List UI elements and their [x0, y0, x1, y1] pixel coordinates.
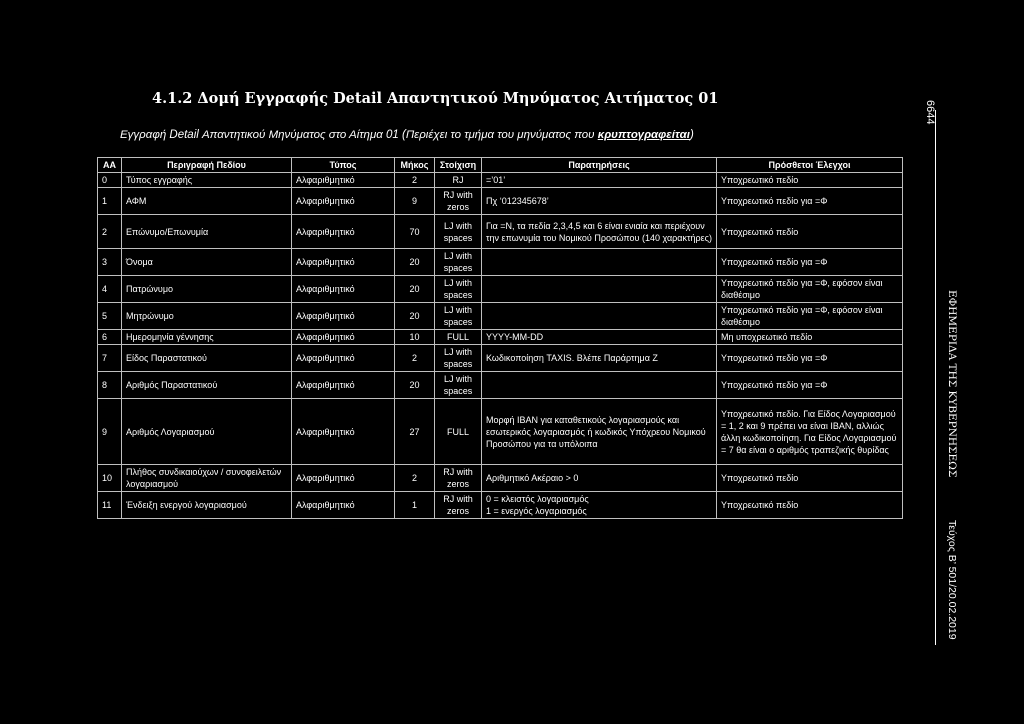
cell-checks: Υποχρεωτικό πεδίο για =Φ [717, 345, 903, 372]
table-row [98, 303, 903, 330]
table-row [98, 249, 903, 276]
field-spec-table [97, 157, 903, 519]
table-row [98, 276, 903, 303]
cell-alignment: LJ with spaces [435, 372, 482, 399]
cell-type: Αλφαριθμητικό [292, 465, 395, 492]
header-checks: Πρόσθετοι Έλεγχοι [717, 158, 903, 173]
cell-description: Όνομα [122, 249, 292, 276]
cell-notes [482, 249, 717, 276]
cell-notes [482, 303, 717, 330]
cell-notes: YYYY-MM-DD [482, 330, 717, 345]
table-body [98, 173, 903, 519]
cell-description: Αριθμός Παραστατικού [122, 372, 292, 399]
cell-length: 1 [395, 492, 435, 519]
cell-description: ΑΦΜ [122, 188, 292, 215]
cell-description: Επώνυμο/Επωνυμία [122, 215, 292, 249]
cell-aa: 5 [98, 303, 122, 330]
table-row [98, 465, 903, 492]
cell-type: Αλφαριθμητικό [292, 492, 395, 519]
cell-notes: Πχ ‘012345678’ [482, 188, 717, 215]
cell-length: 20 [395, 303, 435, 330]
cell-aa: 2 [98, 215, 122, 249]
cell-description: Πλήθος συνδικαιούχων / συνοφειλετών λογαριασμού [122, 465, 292, 492]
cell-length: 20 [395, 249, 435, 276]
cell-notes [482, 276, 717, 303]
cell-type: Αλφαριθμητικό [292, 188, 395, 215]
cell-aa: 1 [98, 188, 122, 215]
cell-description: Αριθμός Λογαριασμού [122, 399, 292, 465]
cell-description: Πατρώνυμο [122, 276, 292, 303]
cell-length: 2 [395, 173, 435, 188]
cell-checks: Υποχρεωτικό πεδίο [717, 215, 903, 249]
margin-rule [935, 110, 936, 645]
cell-alignment: LJ with spaces [435, 303, 482, 330]
cell-checks: Υποχρεωτικό πεδίο [717, 465, 903, 492]
cell-type: Αλφαριθμητικό [292, 215, 395, 249]
cell-alignment: LJ with spaces [435, 345, 482, 372]
cell-aa: 4 [98, 276, 122, 303]
cell-alignment: RJ with zeros [435, 465, 482, 492]
cell-description: Ένδειξη ενεργού λογαριασμού [122, 492, 292, 519]
table-caption [120, 129, 694, 141]
cell-aa: 8 [98, 372, 122, 399]
cell-length: 20 [395, 276, 435, 303]
cell-type: Αλφαριθμητικό [292, 330, 395, 345]
cell-aa: 0 [98, 173, 122, 188]
table-row [98, 173, 903, 188]
cell-checks: Μη υποχρεωτικό πεδίο [717, 330, 903, 345]
table-header-row [98, 158, 903, 173]
cell-alignment: FULL [435, 399, 482, 465]
cell-alignment: LJ with spaces [435, 276, 482, 303]
caption-tail: ) [689, 129, 694, 141]
cell-notes: 0 = κλειστός λογαριασμός 1 = ενεργός λογαριασμός [482, 492, 717, 519]
cell-checks: Υποχρεωτικό πεδίο για =Φ, εφόσον είναι διαθέσιμο [717, 303, 903, 330]
cell-type: Αλφαριθμητικό [292, 276, 395, 303]
table-row [98, 330, 903, 345]
cell-notes: Κωδικοποίηση TAXIS. Βλέπε Παράρτημα Ζ [482, 345, 717, 372]
cell-checks: Υποχρεωτικό πεδίο για =Φ [717, 188, 903, 215]
cell-alignment: LJ with spaces [435, 215, 482, 249]
header-aa: AA [98, 158, 122, 173]
cell-length: 2 [395, 465, 435, 492]
cell-length: 9 [395, 188, 435, 215]
cell-alignment: LJ with spaces [435, 249, 482, 276]
cell-length: 10 [395, 330, 435, 345]
cell-length: 70 [395, 215, 435, 249]
cell-alignment: FULL [435, 330, 482, 345]
header-notes: Παρατηρήσεις [482, 158, 717, 173]
caption-text: Εγγραφή Detail Απαντητικού Μηνύματος στο Αίτημα 01 (Περιέχει το τμήμα του μηνύματος που [120, 129, 598, 141]
cell-type: Αλφαριθμητικό [292, 173, 395, 188]
table-row [98, 345, 903, 372]
table-row [98, 188, 903, 215]
cell-checks: Υποχρεωτικό πεδίο για =Φ, εφόσον είναι διαθέσιμο [717, 276, 903, 303]
page-number: 6644 [924, 100, 936, 125]
cell-length: 2 [395, 345, 435, 372]
cell-notes: Μορφή IBAN για καταθετικούς λογαριασμούς και εσωτερικός λογαριασμός ή κωδικός Υπόχρεου Νομικού Προσώπου για τα υπόλοιπα [482, 399, 717, 465]
cell-type: Αλφαριθμητικό [292, 372, 395, 399]
cell-description: Είδος Παραστατικού [122, 345, 292, 372]
cell-notes: Αριθμητικό Ακέραιο > 0 [482, 465, 717, 492]
gazette-title: ΕΦΗΜΕΡΙΔΑ ΤΗΣ ΚΥΒΕΡΝΗΣΕΩΣ [946, 290, 958, 478]
table-row [98, 372, 903, 399]
cell-aa: 11 [98, 492, 122, 519]
cell-description: Μητρώνυμο [122, 303, 292, 330]
cell-length: 27 [395, 399, 435, 465]
cell-checks: Υποχρεωτικό πεδίο για =Φ [717, 372, 903, 399]
cell-checks: Υποχρεωτικό πεδίο [717, 492, 903, 519]
cell-alignment: RJ [435, 173, 482, 188]
caption-link: κρυπτογραφείται [597, 129, 690, 141]
table-row [98, 399, 903, 465]
cell-alignment: RJ with zeros [435, 492, 482, 519]
cell-type: Αλφαριθμητικό [292, 303, 395, 330]
cell-aa: 9 [98, 399, 122, 465]
cell-checks: Υποχρεωτικό πεδίο. Για Είδος Λογαριασμού = 1, 2 και 9 πρέπει να είναι IBAN, αλλιώς άλλη κωδικοποίηση. Για Είδος Λογαριασμού = 7 θα είναι ο αριθμός τραπεζικής θυρίδας [717, 399, 903, 465]
cell-checks: Υποχρεωτικό πεδίο για =Φ [717, 249, 903, 276]
cell-description: Τύπος εγγραφής [122, 173, 292, 188]
cell-aa: 3 [98, 249, 122, 276]
cell-description: Ημερομηνία γέννησης [122, 330, 292, 345]
issue-reference: Τεύχος Β’ 501/20.02.2019 [946, 520, 958, 640]
cell-aa: 10 [98, 465, 122, 492]
cell-aa: 7 [98, 345, 122, 372]
header-length: Μήκος [395, 158, 435, 173]
header-alignment: Στοίχιση [435, 158, 482, 173]
cell-type: Αλφαριθμητικό [292, 345, 395, 372]
header-type: Τύπος [292, 158, 395, 173]
cell-type: Αλφαριθμητικό [292, 399, 395, 465]
cell-length: 20 [395, 372, 435, 399]
cell-notes: Για =Ν, τα πεδία 2,3,4,5 και 6 είναι ενιαία και περιέχουν την επωνυμία του Νομικού Προσώπου (140 χαρακτήρες) [482, 215, 717, 249]
header-description: Περιγραφή Πεδίου [122, 158, 292, 173]
table-row [98, 492, 903, 519]
cell-type: Αλφαριθμητικό [292, 249, 395, 276]
section-heading: 4.1.2 Δομή Εγγραφής Detail Απαντητικού Μηνύματος Αιτήματος 01 [152, 90, 719, 107]
cell-aa: 6 [98, 330, 122, 345]
cell-notes [482, 372, 717, 399]
cell-alignment: RJ with zeros [435, 188, 482, 215]
cell-checks: Υποχρεωτικό πεδίο [717, 173, 903, 188]
cell-notes: =’01’ [482, 173, 717, 188]
table-row [98, 215, 903, 249]
